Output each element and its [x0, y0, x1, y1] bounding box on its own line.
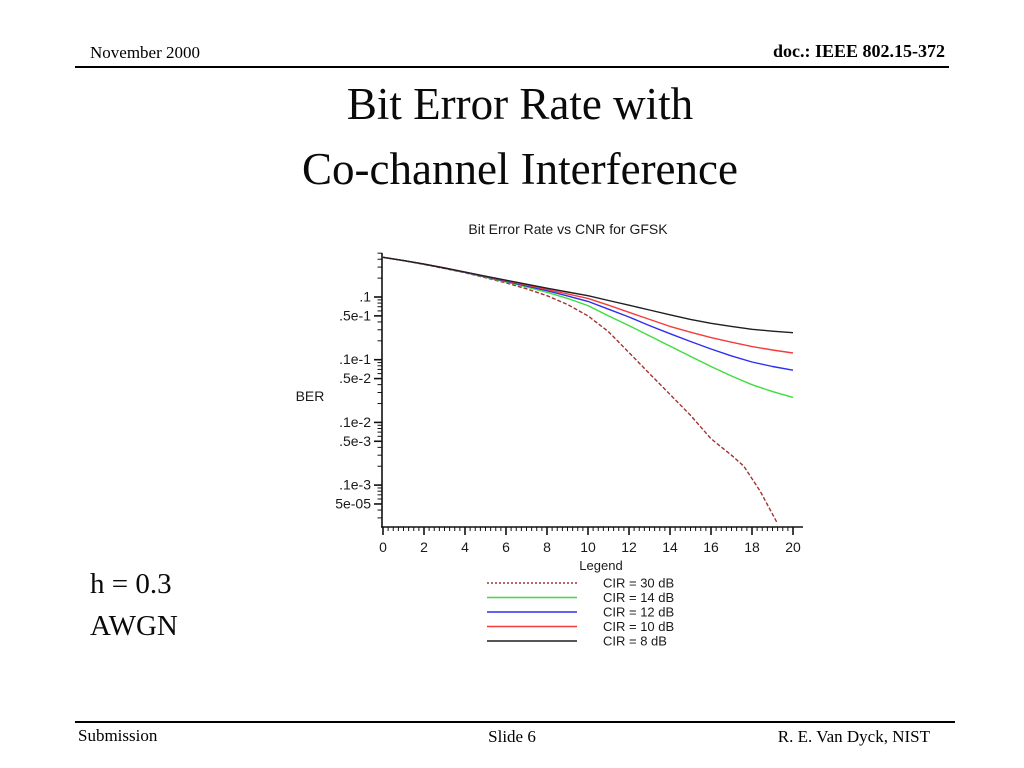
y-tick-label: .5e-3 — [339, 432, 371, 449]
x-tick-label: 10 — [580, 539, 596, 555]
slide-title — [20, 72, 1020, 202]
footer-author: R. E. Van Dyck, NIST — [777, 727, 930, 746]
y-axis-label: BER — [295, 388, 325, 404]
annotation-awgn: AWGN — [90, 610, 178, 642]
annotation-block — [90, 563, 178, 647]
chart-title: Bit Error Rate vs CNR for GFSK — [468, 221, 668, 237]
x-tick-label: 18 — [744, 539, 760, 555]
footer-submission: Submission — [78, 726, 158, 745]
y-tick-label: .1e-2 — [339, 413, 371, 430]
curve-cir-14db — [383, 257, 793, 397]
x-tick-label: 8 — [543, 539, 551, 555]
footer-rule — [75, 721, 955, 723]
legend-label: CIR = 10 dB — [603, 619, 675, 634]
x-tick-label: 0 — [379, 539, 387, 555]
x-tick-label: 16 — [703, 539, 719, 555]
y-tick-label: .5e-1 — [339, 307, 371, 324]
legend-label: CIR = 8 dB — [603, 633, 667, 649]
curve-cir-8db — [383, 257, 793, 332]
y-tick-label: .1e-3 — [339, 476, 371, 493]
slide-title-line1: Bit Error Rate with — [346, 79, 694, 129]
y-tick-label: 5e-05 — [335, 495, 371, 512]
curve-cir-12db — [383, 257, 793, 370]
slide-title-line2: Co-channel Interference — [302, 144, 738, 194]
y-tick-label: .5e-2 — [339, 370, 371, 387]
y-tick-label: .1e-1 — [339, 351, 371, 368]
footer-slide-number: Slide 6 — [488, 727, 536, 746]
y-tick-label: .1 — [359, 288, 371, 305]
header-rule — [75, 66, 949, 68]
legend-label: CIR = 30 dB — [603, 575, 675, 591]
x-tick-label: 14 — [662, 539, 678, 555]
x-tick-label: 6 — [502, 539, 510, 555]
header-doc-number: doc.: IEEE 802.15-372 — [772, 41, 945, 61]
x-tick-label: 2 — [420, 539, 428, 555]
x-tick-label: 4 — [461, 539, 469, 555]
x-tick-label: 20 — [785, 539, 801, 555]
x-tick-label: 12 — [621, 539, 637, 555]
header-date: November 2000 — [90, 43, 201, 62]
legend-title: Legend — [579, 558, 623, 573]
annotation-h: h = 0.3 — [90, 568, 172, 600]
legend-label: CIR = 14 dB — [603, 590, 675, 605]
ber-chart — [280, 213, 825, 663]
legend-label: CIR = 12 dB — [603, 604, 675, 620]
